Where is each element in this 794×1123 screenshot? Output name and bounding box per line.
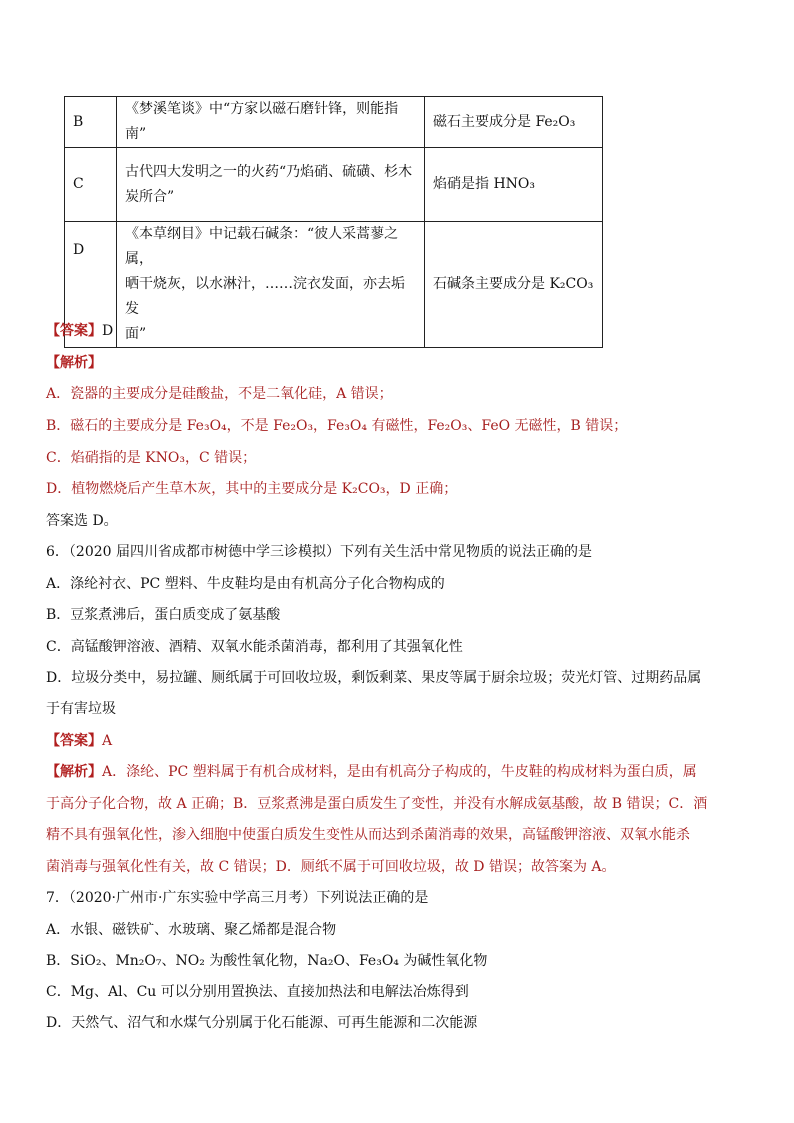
q5-final: 答案选 D。	[46, 513, 118, 529]
row-text: 古代四大发明之一的火药“乃焰硝、硫磺、杉木 炭所合”	[117, 148, 425, 222]
q6-option: B．豆浆煮沸后，蛋白质变成了氨基酸	[46, 607, 281, 623]
row-conclusion: 磁石主要成分是 Fe₂O₃	[425, 97, 603, 148]
q5-analysis-tag: 【解析】	[46, 355, 102, 371]
row-label: B	[65, 97, 117, 148]
row-label: C	[65, 148, 117, 222]
q7-option: A．水银、磁铁矿、水玻璃、聚乙烯都是混合物	[46, 922, 337, 938]
q5-analysis-line: B．磁石的主要成分是 Fe₃O₄，不是 Fe₂O₃，Fe₃O₄ 有磁性，Fe₂O₃、FeO 无磁性，B 错误；	[46, 418, 628, 434]
q7-stem: 7．（2020·广州市·广东实验中学高三月考）下列说法正确的是	[46, 890, 429, 906]
q6-option: D．垃圾分类中，易拉罐、厕纸属于可回收垃圾，剩饭剩菜、果皮等属于厨余垃圾；荧光灯管、过期药品属	[46, 670, 702, 686]
q5-analysis-line: C．焰硝指的是 KNO₃，C 错误；	[46, 450, 257, 466]
q6-option: 于有害垃圾	[46, 701, 116, 717]
q7-option: B．SiO₂、Mn₂O₇、NO₂ 为酸性氧化物，Na₂O、Fe₃O₄ 为碱性氧化物	[46, 953, 488, 969]
table-row	[65, 97, 603, 148]
q5-analysis-line: A．瓷器的主要成分是硅酸盐，不是二氧化硅，A 错误；	[46, 386, 393, 402]
q5-analysis-line: D．植物燃烧后产生草木灰，其中的主要成分是 K₂CO₃，D 正确；	[46, 481, 458, 497]
q7-option: D．天然气、沼气和水煤气分别属于化石能源、可再生能源和二次能源	[46, 1015, 478, 1031]
q6-analysis-line: 菌消毒与强氧化性有关，故 C 错误；D．厕纸不属于可回收垃圾，故 D 错误；故答案为 A。	[46, 859, 616, 875]
row-label: D	[65, 222, 117, 348]
options-table	[64, 96, 603, 348]
q6-stem: 6．（2020 届四川省成都市树德中学三诊模拟）下列有关生活中常见物质的说法正确的是	[46, 544, 592, 560]
q6-analysis-line: 于高分子化合物，故 A 正确；B．豆浆煮沸是蛋白质发生了变性，并没有水解成氨基酸，故 B 错误；C．酒	[46, 796, 708, 812]
q5-answer: 【答案】D	[46, 323, 114, 339]
q6-analysis-line: 【解析】A．涤纶、PC 塑料属于有机合成材料，是由有机高分子构成的，牛皮鞋的构成材料为蛋白质，属	[46, 764, 697, 780]
row-text: 《本草纲目》中记载石碱条：“彼人采蒿蓼之属， 晒干烧灰，以水淋汁，……浣衣发面，亦去垢发 面”	[117, 222, 425, 348]
q6-option: C．高锰酸钾溶液、酒精、双氧水能杀菌消毒，都利用了其强氧化性	[46, 639, 463, 655]
row-text: 《梦溪笔谈》中“方家以磁石磨针锋，则能指南”	[117, 97, 425, 148]
row-conclusion: 石碱条主要成分是 K₂CO₃	[425, 222, 603, 348]
table-row	[65, 148, 603, 222]
q6-option: A．涤纶衬衣、PC 塑料、牛皮鞋均是由有机高分子化合物构成的	[46, 576, 445, 592]
q6-answer: 【答案】A	[46, 733, 113, 749]
row-conclusion: 焰硝是指 HNO₃	[425, 148, 603, 222]
q6-analysis-line: 精不具有强氧化性，渗入细胞中使蛋白质发生变性从而达到杀菌消毒的效果，高锰酸钾溶液、双氧水能杀	[46, 827, 690, 843]
q7-option: C．Mg、Al、Cu 可以分别用置换法、直接加热法和电解法冶炼得到	[46, 984, 469, 1000]
table-row	[65, 222, 603, 348]
